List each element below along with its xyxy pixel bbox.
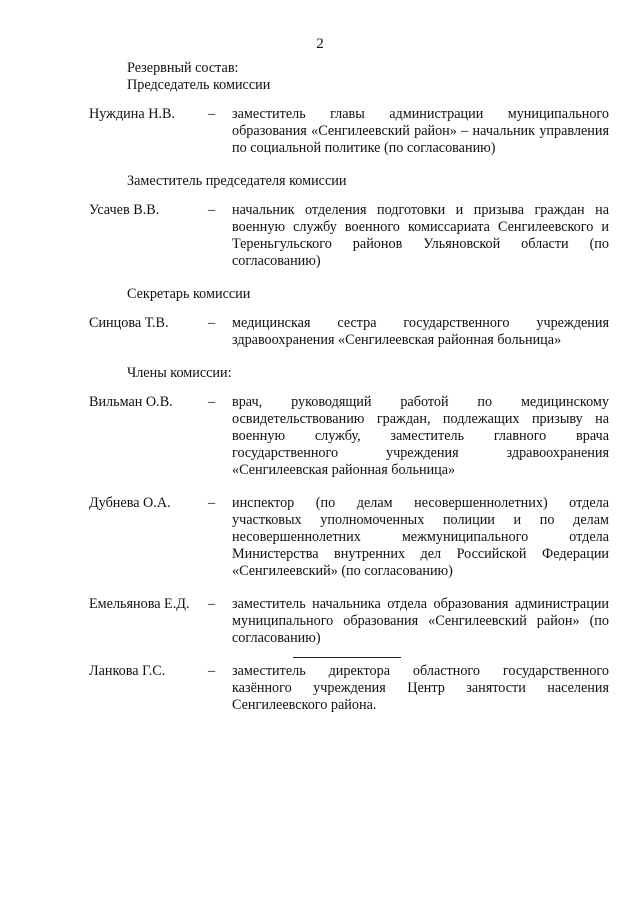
member-description: заместитель начальника отдела образования администрации муниципального образования «Сенгилеевский район» (по согласованию) [232, 596, 609, 646]
member-description: инспектор (по делам несовершеннолетних) отдела участковых уполномоченных полиции и по делам несовершеннолетних межмуниципального отдела Министерства внутренних дел Российской Федерации «Сенгилеевский» (по согласованию) [232, 495, 609, 579]
member-dash: – [208, 394, 216, 410]
section-heading-secretary: Секретарь комиссии [127, 286, 251, 302]
section-heading-members: Члены комиссии: [127, 365, 232, 381]
member-dash: – [208, 202, 216, 218]
member-row [89, 596, 609, 647]
member-name: Синцова Т.В. [89, 315, 169, 331]
member-description: заместитель главы администрации муниципального образования «Сенгилеевский район» – начальник управления по социальной политике (по согласованию) [232, 106, 609, 156]
member-name: Дубнева О.А. [89, 495, 171, 511]
page-number: 2 [316, 36, 324, 52]
member-dash: – [208, 663, 216, 679]
member-dash: – [208, 495, 216, 511]
member-name: Нуждина Н.В. [89, 106, 176, 122]
member-name: Ланкова Г.С. [89, 663, 166, 679]
member-description: начальник отделения подготовки и призыва граждан на военную службу военного комиссариата Сенгилеевского и Тереньгульского районов Ульяновской области (по согласованию) [232, 202, 609, 269]
member-dash: – [208, 106, 216, 122]
member-name: Усачев В.В. [89, 202, 160, 218]
member-row [89, 202, 609, 270]
reserve-composition-title: Резервный состав: [127, 60, 239, 76]
member-dash: – [208, 315, 216, 331]
document-body [89, 60, 609, 714]
section-heading-chairman: Председатель комиссии [127, 77, 271, 93]
end-of-document-rule [293, 657, 401, 658]
member-row [89, 315, 609, 349]
member-dash: – [208, 596, 216, 612]
member-description: медицинская сестра государственного учреждения здравоохранения «Сенгилеевская районная больница» [232, 315, 609, 348]
member-description: врач, руководящий работой по медицинскому освидетельствованию граждан, подлежащих призыву на военную службу, заместитель главного врача государственного учреждения здравоохранения «Сенгилеевская районная больница» [232, 394, 609, 478]
section-heading-deputy-chairman: Заместитель председателя комиссии [127, 173, 347, 189]
member-row [89, 394, 609, 479]
member-row [89, 495, 609, 580]
member-name: Емельянова Е.Д. [89, 596, 190, 612]
member-description: заместитель директора областного государственного казённого учреждения Центр занятости населения Сенгилеевского района. [232, 663, 609, 713]
member-name: Вильман О.В. [89, 394, 173, 410]
member-row [89, 663, 609, 714]
member-row [89, 106, 609, 157]
